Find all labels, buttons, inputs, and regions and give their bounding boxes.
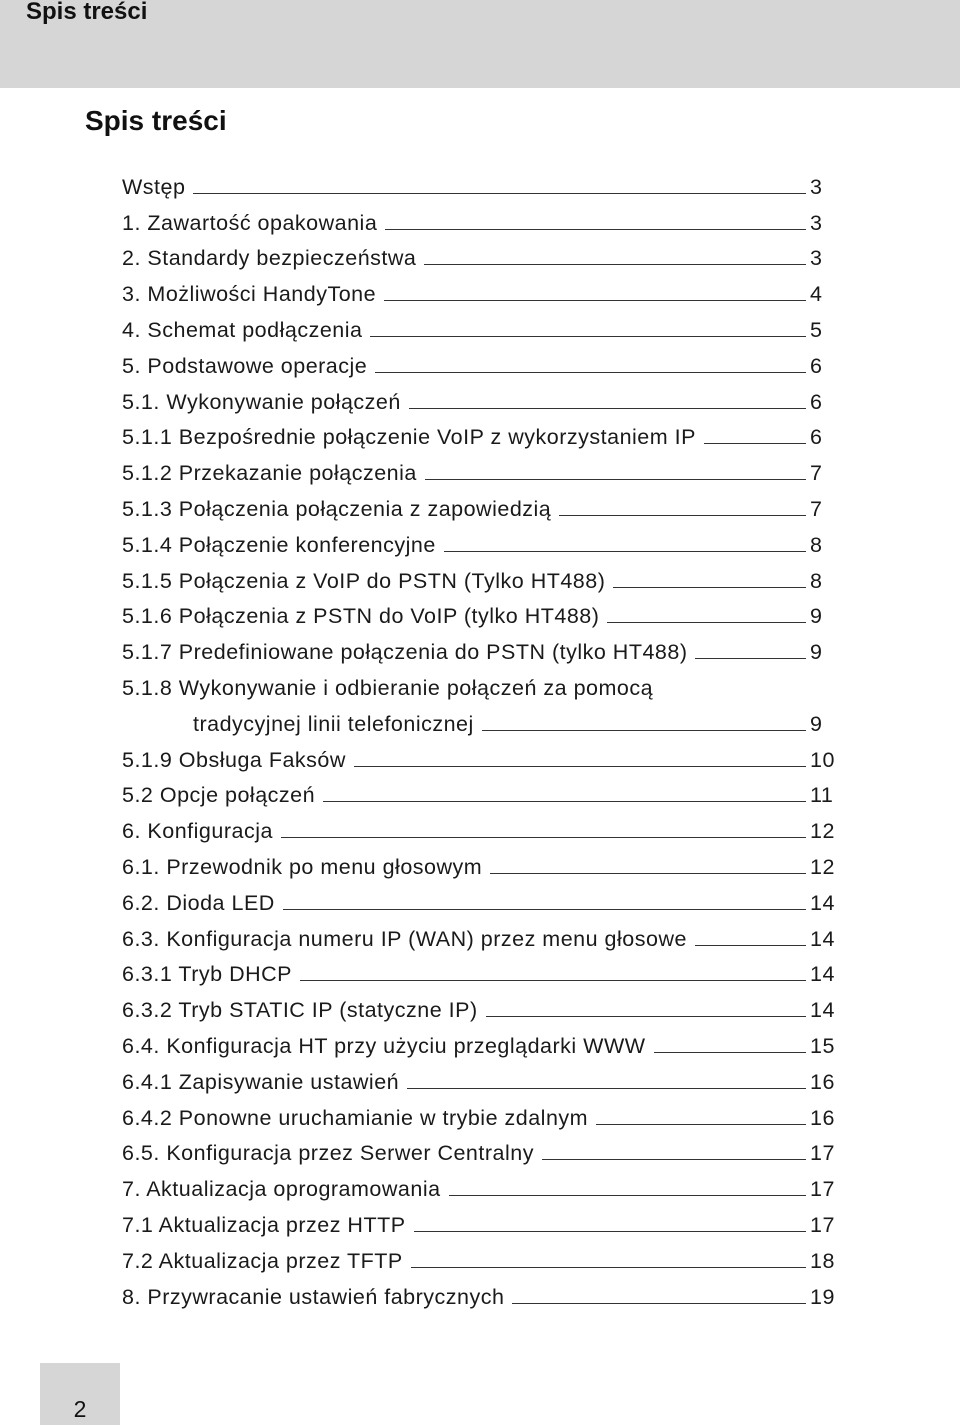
toc-entry-label: 5.1.7 Predefiniowane połączenia do PSTN (tylko HT488) xyxy=(122,640,688,665)
toc-leader-line xyxy=(613,587,806,588)
toc-leader-line xyxy=(482,730,806,731)
toc-entry[interactable] xyxy=(122,1023,835,1059)
toc-entry-label: 5.1.8 Wykonywanie i odbieranie połączeń za pomocą xyxy=(122,675,654,700)
toc-entry-page: 14 xyxy=(810,890,835,915)
toc-entry-page: 8 xyxy=(810,532,823,557)
toc-entry-label: 6. Konfiguracja xyxy=(122,819,273,844)
toc-leader-line xyxy=(704,443,806,444)
toc-leader-line xyxy=(444,551,806,552)
toc-entry[interactable] xyxy=(122,1131,835,1167)
toc-entry-page: 12 xyxy=(810,819,835,844)
toc-entry-label: 6.3. Konfiguracja numeru IP (WAN) przez menu głosowe xyxy=(122,926,687,951)
toc-entry-page: 14 xyxy=(810,998,835,1023)
toc-leader-line xyxy=(486,1016,806,1017)
toc-entry[interactable] xyxy=(122,1274,835,1310)
toc-entry-page: 4 xyxy=(810,282,823,307)
toc-entry-label: 1. Zawartość opakowania xyxy=(122,210,378,235)
toc-entry[interactable] xyxy=(122,271,830,307)
page-number: 2 xyxy=(73,1396,87,1422)
toc-entry-label: 6.2. Dioda LED xyxy=(122,890,275,915)
toc-leader-line xyxy=(424,264,806,265)
toc-entry-page: 6 xyxy=(810,353,823,378)
toc-entry-label: tradycyjnej linii telefonicznej xyxy=(193,711,474,736)
toc-entry-label: 5.1.6 Połączenia z PSTN do VoIP (tylko HT488) xyxy=(122,604,600,629)
toc-entry-page: 14 xyxy=(810,962,835,987)
toc-entry[interactable] xyxy=(122,236,830,272)
toc-entry-label: 7.1 Aktualizacja przez HTTP xyxy=(122,1212,406,1237)
toc-leader-line xyxy=(449,1195,806,1196)
toc-entry-label: 6.5. Konfiguracja przez Serwer Centralny xyxy=(122,1141,534,1166)
toc-leader-line xyxy=(281,837,806,838)
toc-entry-label: 6.4. Konfiguracja HT przy użyciu przeglądarki WWW xyxy=(122,1033,646,1058)
toc-entry-page: 6 xyxy=(810,389,823,414)
toc-entry[interactable] xyxy=(122,952,835,988)
toc-leader-line xyxy=(490,873,806,874)
toc-leader-line xyxy=(283,909,806,910)
toc-leader-line xyxy=(370,336,806,337)
toc-entry-page: 7 xyxy=(810,496,823,521)
toc-entry[interactable] xyxy=(122,916,835,952)
toc-entry[interactable] xyxy=(122,1095,835,1131)
toc-entry[interactable] xyxy=(122,486,830,522)
toc-entry-page: 9 xyxy=(810,604,823,629)
toc-leader-line xyxy=(407,1088,806,1089)
toc-entry[interactable] xyxy=(122,200,830,236)
toc-entry-page: 3 xyxy=(810,246,823,271)
toc-leader-line xyxy=(385,229,806,230)
toc-entry-label: 7.2 Aktualizacja przez TFTP xyxy=(122,1248,403,1273)
page-title: Spis treści xyxy=(85,105,227,136)
toc-leader-line xyxy=(607,622,806,623)
toc-entry[interactable] xyxy=(122,773,834,809)
toc-entry-page: 17 xyxy=(810,1177,835,1202)
toc-leader-line xyxy=(695,658,806,659)
toc-entry[interactable] xyxy=(122,415,830,451)
toc-leader-line xyxy=(323,801,806,802)
toc-entry-page: 15 xyxy=(810,1033,835,1058)
toc-leader-line xyxy=(596,1124,806,1125)
toc-leader-line xyxy=(654,1052,806,1053)
toc-entry-label: 6.3.2 Tryb STATIC IP (statyczne IP) xyxy=(122,998,478,1023)
toc-leader-line xyxy=(354,766,806,767)
toc-entry-label: 6.4.1 Zapisywanie ustawień xyxy=(122,1069,400,1094)
toc-leader-line xyxy=(193,193,806,194)
toc-entry-label: 6.1. Przewodnik po menu głosowym xyxy=(122,854,483,879)
toc-entry[interactable] xyxy=(122,450,830,486)
toc-entry-page: 9 xyxy=(810,640,823,665)
toc-entry[interactable] xyxy=(122,1059,835,1095)
toc-entry-page: 7 xyxy=(810,461,823,486)
toc-entry-label: 5. Podstawowe operacje xyxy=(122,353,368,378)
toc-entry-page: 18 xyxy=(810,1248,835,1273)
toc-entry[interactable] xyxy=(122,379,830,415)
toc-entry-label: 2. Standardy bezpieczeństwa xyxy=(122,246,417,271)
toc-entry[interactable] xyxy=(122,558,830,594)
toc-leader-line xyxy=(411,1267,806,1268)
toc-leader-line xyxy=(300,980,806,981)
toc-entry[interactable] xyxy=(122,701,830,737)
toc-entry[interactable] xyxy=(122,1166,835,1202)
toc-entry[interactable] xyxy=(122,844,835,880)
toc-entry-label: 5.1.3 Połączenia połączenia z zapowiedzią xyxy=(122,496,552,521)
toc-entry-label: 5.2 Opcje połączeń xyxy=(122,783,316,808)
toc-entry[interactable] xyxy=(122,808,835,844)
toc-entry-page: 16 xyxy=(810,1105,835,1130)
toc-entry[interactable] xyxy=(122,164,830,200)
toc-entry[interactable] xyxy=(122,737,835,773)
toc-leader-line xyxy=(375,372,806,373)
toc-entry[interactable] xyxy=(122,665,830,701)
toc-entry-label: 5.1.2 Przekazanie połączenia xyxy=(122,461,417,486)
toc-entry-page: 6 xyxy=(810,425,823,450)
toc-leader-line xyxy=(425,479,806,480)
toc-leader-line xyxy=(409,408,806,409)
toc-leader-line xyxy=(542,1159,806,1160)
toc-entry[interactable] xyxy=(122,1238,835,1274)
toc-entry[interactable] xyxy=(122,987,835,1023)
toc-leader-line xyxy=(512,1303,806,1304)
toc-entry-label: 5.1.5 Połączenia z VoIP do PSTN (Tylko HT488) xyxy=(122,568,606,593)
toc-entry[interactable] xyxy=(122,522,830,558)
toc-entry-label: 5.1.1 Bezpośrednie połączenie VoIP z wykorzystaniem IP xyxy=(122,425,696,450)
toc-entry-label: 5.1.9 Obsługa Faksów xyxy=(122,747,346,772)
toc-entry-page: 10 xyxy=(810,747,835,772)
toc-entry-page: 14 xyxy=(810,926,835,951)
toc-entry[interactable] xyxy=(122,629,830,665)
toc-leader-line xyxy=(559,515,806,516)
toc-leader-line xyxy=(695,945,806,946)
toc-entry-page: 9 xyxy=(810,711,823,736)
toc-entry[interactable] xyxy=(122,594,830,630)
toc-entry-page: 3 xyxy=(810,210,823,235)
page-number-box xyxy=(40,1363,120,1425)
toc-entry-page: 5 xyxy=(810,317,823,342)
toc-entry-label: 5.1.4 Połączenie konferencyjne xyxy=(122,532,436,557)
header-bar xyxy=(0,0,960,88)
toc-entry-label: 7. Aktualizacja oprogramowania xyxy=(122,1177,441,1202)
toc-entry-label: Wstęp xyxy=(122,174,186,199)
toc-entry-label: 4. Schemat podłączenia xyxy=(122,317,363,342)
toc-leader-line xyxy=(414,1231,806,1232)
toc-entry-label: 3. Możliwości HandyTone xyxy=(122,282,377,307)
toc-entry-page: 12 xyxy=(810,854,835,879)
header-title: Spis treści xyxy=(26,0,148,25)
toc-leader-line xyxy=(384,300,806,301)
toc-entry-page: 16 xyxy=(810,1069,835,1094)
toc-entry-page: 3 xyxy=(810,174,823,199)
toc-entry-page: 19 xyxy=(810,1284,835,1309)
toc-entry-page: 17 xyxy=(810,1141,835,1166)
toc-entry-page: 8 xyxy=(810,568,823,593)
toc-entry-label: 6.4.2 Ponowne uruchamianie w trybie zdalnym xyxy=(122,1105,589,1130)
toc-entry[interactable] xyxy=(122,343,830,379)
toc-entry-label: 6.3.1 Tryb DHCP xyxy=(122,962,292,987)
toc-entry[interactable] xyxy=(122,307,830,343)
toc-entry-label: 8. Przywracanie ustawień fabrycznych xyxy=(122,1284,505,1309)
toc-entry-label: 5.1. Wykonywanie połączeń xyxy=(122,389,401,414)
toc-entry[interactable] xyxy=(122,880,835,916)
toc-entry[interactable] xyxy=(122,1202,835,1238)
toc-entry-page: 11 xyxy=(810,783,834,808)
table-of-contents xyxy=(122,164,835,1310)
toc-entry-page: 17 xyxy=(810,1212,835,1237)
